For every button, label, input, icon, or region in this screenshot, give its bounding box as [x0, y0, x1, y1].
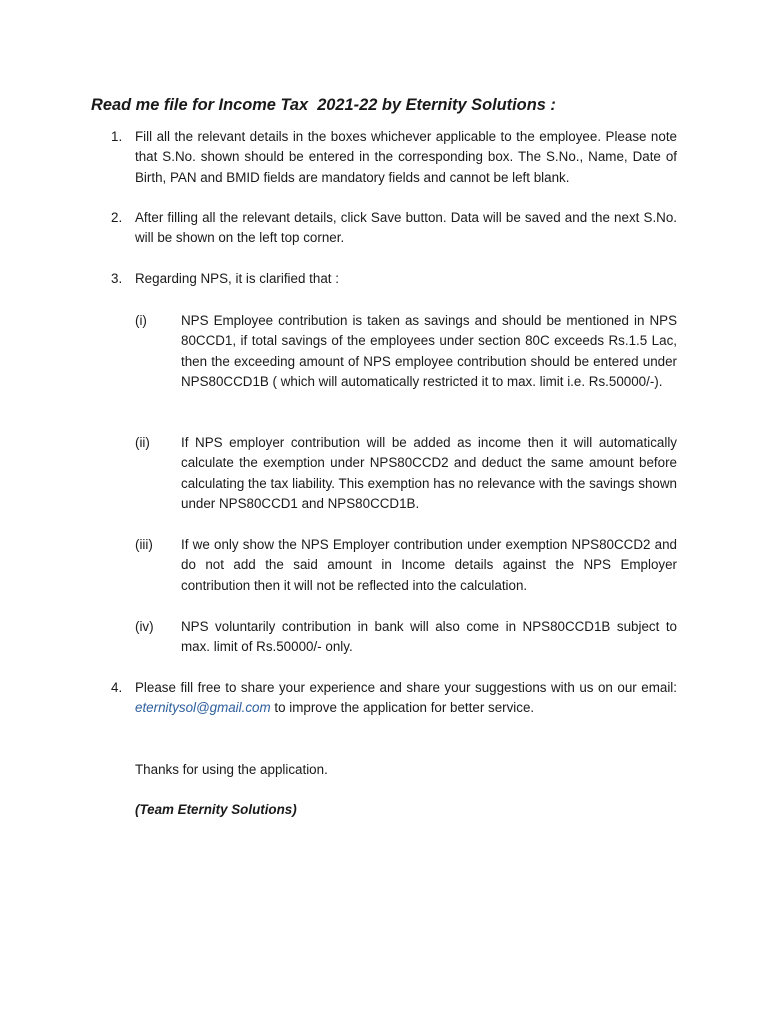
item-number: 1. — [111, 129, 123, 144]
point-text: NPS voluntarily contribution in bank will also come in NPS80CCD1B subject to max. limit of Rs.50000/- only. — [181, 619, 677, 655]
email-link[interactable]: eternitysol@gmail.com — [135, 700, 271, 716]
nps-point-1 — [135, 311, 677, 393]
point-text: NPS Employee contribution is taken as savings and should be mentioned in NPS 80CCD1, if total savings of the employees under section 80C exceeds Rs.1.5 Lac, then the exceeding amount of NPS employee contribution should be entered under NPS80CCD1B ( which will automatically restricted it to max. limit i.e. Rs.50000/-). — [181, 313, 677, 390]
nps-point-2 — [135, 433, 677, 515]
point-text: If we only show the NPS Employer contribution under exemption NPS80CCD2 and do not add the said amount in Income details against the NPS Employer contribution then it will not be reflected into the calculation. — [181, 537, 677, 593]
list-item-4 — [111, 678, 677, 719]
thanks-text: Thanks for using the application. — [135, 762, 328, 777]
item-number: 4. — [111, 680, 123, 695]
list-item-2 — [111, 208, 677, 249]
point-number: (i) — [135, 313, 147, 328]
list-item-1 — [111, 127, 677, 188]
point-number: (ii) — [135, 435, 150, 450]
nps-point-4 — [135, 617, 677, 658]
item-text-before: Please fill free to share your experience and share your suggestions with us on our email: — [135, 680, 677, 695]
item-text-after: to improve the application for better service. — [274, 700, 535, 716]
point-number: (iii) — [135, 537, 153, 552]
item-text — [135, 678, 677, 719]
item-number: 3. — [111, 271, 123, 286]
point-number: (iv) — [135, 619, 154, 634]
list-item-3 — [111, 269, 677, 289]
document-title: Read me file for Income Tax 2021-22 by Eternity Solutions : — [91, 96, 556, 114]
point-text: If NPS employer contribution will be added as income then it will automatically calculate the exemption under NPS80CCD2 and deduct the same amount before calculating the tax liability. This exemption has no relevance with the savings shown under NPS80CCD1 and NPS80CCD1B. — [181, 435, 677, 512]
item-text: After filling all the relevant details, click Save button. Data will be saved and the next S.No. will be shown on the left top corner. — [135, 210, 677, 246]
nps-point-3 — [135, 535, 677, 596]
item-text: Regarding NPS, it is clarified that : — [135, 271, 339, 286]
signature: (Team Eternity Solutions) — [135, 802, 297, 817]
item-number: 2. — [111, 210, 123, 225]
item-text: Fill all the relevant details in the boxes whichever applicable to the employee. Please note that S.No. shown should be entered in the corresponding box. The S.No., Name, Date of Birth, PAN and BMID fields are mandatory fields and cannot be left blank. — [135, 129, 677, 185]
